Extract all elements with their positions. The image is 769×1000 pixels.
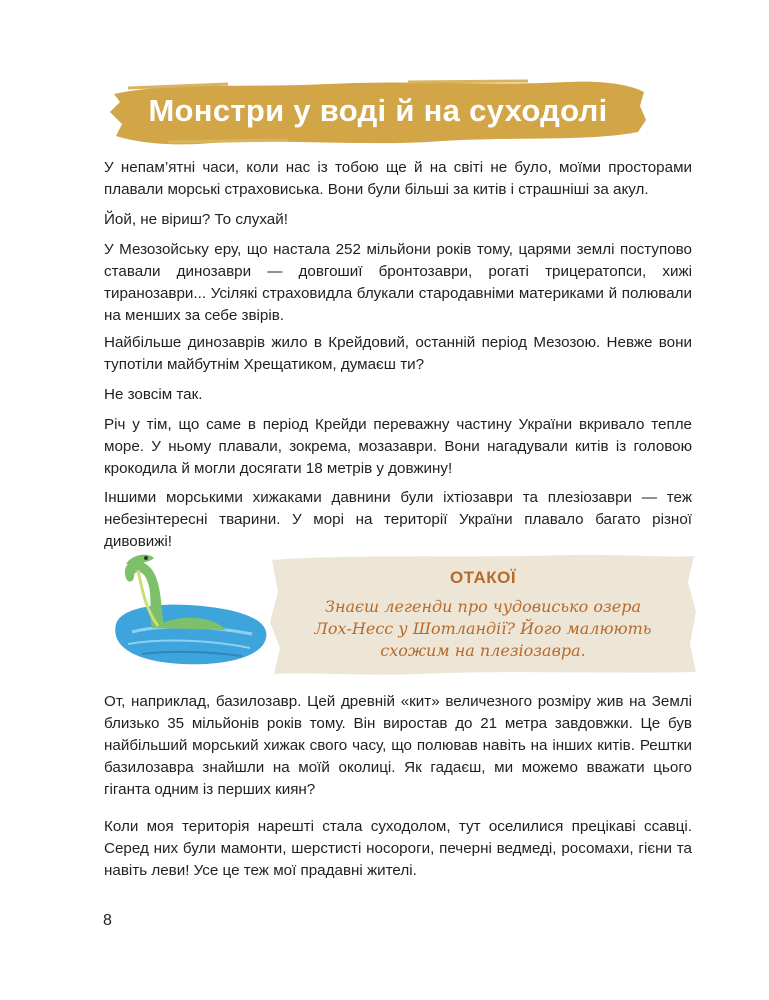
- plesiosaur-illustration: [102, 540, 272, 670]
- fun-fact-callout: [268, 552, 698, 676]
- paragraph-intro: У непам’ятні часи, коли нас із тобою ще й на світі не було, моїми просторами плавали морські страховиська. Вони були більші за китів і страшніші за акул.: [104, 159, 692, 198]
- callout-text: Знаєш легенди про чудовисько озера Лох-Несс у Шотландії? Його малюють схожим на плезіозавра.: [314, 597, 652, 660]
- title-banner: [108, 72, 648, 150]
- page-number: 8: [103, 912, 112, 929]
- page-title: Монстри у воді й на суходолі: [148, 93, 608, 128]
- paragraph-sea: Річ у тім, що саме в період Крейди переважну частину України вкривало тепле море. У ньому плавали, зокрема, мозазаври. Вони нагадували китів із головою крокодила й могли досягати 18 метрів у довжину!: [104, 416, 692, 477]
- callout-heading: ОТАКОЇ: [449, 568, 517, 587]
- paragraph-not-quite: Не зовсім так.: [104, 386, 203, 403]
- paragraph-predators: Іншими морськими хижаками давнини були іхтіозаври та плезіозаври — теж небезінтересні тварини. У морі на території України плавало багато різної дивовижі!: [104, 489, 692, 550]
- paragraph-listen: Йой, не віриш? То слухай!: [104, 211, 288, 228]
- paragraph-basilosaurus: От, наприклад, базилозавр. Цей древній «кит» величезного розміру жив на Землі близько 35 мільйонів років тому. Він виростав до 21 метра завдовжки. Це був найбільший морський хижак свого часу, що полював навіть на інших китів. Рештки базилозавра знайшли на моїй околиці. Як гадаєш, ми можемо вважати цього гіганта одним із перших киян?: [104, 693, 692, 798]
- paragraph-mammals: Коли моя територія нарешті стала суходолом, тут оселилися прецікаві ссавці. Серед них були мамонти, шерстисті носороги, печерні ведмеді, росомахи, гієни та навіть леви! Усе це теж мої прадавні жителі.: [104, 818, 692, 879]
- paragraph-mesozoic: У Мезозойську еру, що настала 252 мільйони років тому, царями землі поступово ставали динозаври — довгошиї бронтозаври, рогаті трицератопси, хижі тиранозаври... Усілякі страховидла блукали стародавніми материками й полювали на менших за себе звірів.: [104, 241, 692, 324]
- paragraph-cretaceous: Найбільше динозаврів жило в Крейдовий, останній період Мезозою. Невже вони тупотіли майбутнім Хрещатиком, думаєш ти?: [104, 334, 692, 373]
